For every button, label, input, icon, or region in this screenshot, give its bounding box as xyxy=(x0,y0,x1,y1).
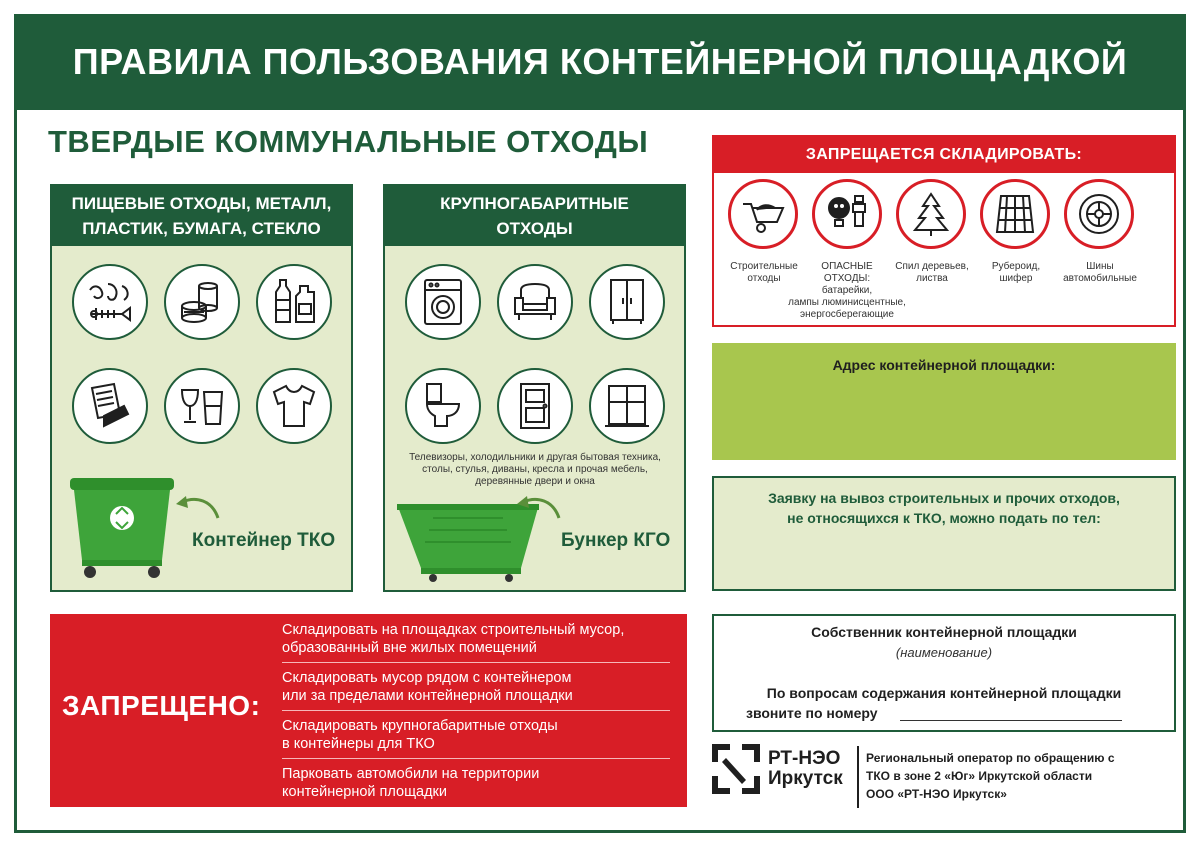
arrow-icon xyxy=(172,492,222,522)
tin-can-icon xyxy=(164,264,240,340)
washing-machine-icon xyxy=(405,264,481,340)
operator-line3: ООО «РТ-НЭО Иркутск» xyxy=(866,787,1007,801)
caption-line: шифер xyxy=(999,273,1033,284)
forbidden-item-2 xyxy=(282,669,670,705)
food-waste-icon xyxy=(72,264,148,340)
arrow-icon xyxy=(513,492,563,522)
forbidden-item-line: Складировать крупногабаритные отходы xyxy=(282,718,558,734)
divider xyxy=(282,710,670,711)
roofing-icon xyxy=(980,179,1050,249)
wheelbarrow-icon xyxy=(728,179,798,249)
forbidden-item-1 xyxy=(282,621,670,657)
address-label: Адрес контейнерной площадки: xyxy=(832,357,1056,373)
hazard-bulb-icon xyxy=(812,179,882,249)
glass-icon xyxy=(164,368,240,444)
request-line2: не относящихся к ТКО, можно подать по тел: xyxy=(787,510,1101,526)
tko-panel xyxy=(50,184,353,592)
wardrobe-icon xyxy=(589,264,665,340)
prohibited-storage-panel xyxy=(712,135,1176,327)
door-icon xyxy=(497,368,573,444)
forbidden-item-line: Складировать на площадках строительный мусор, xyxy=(282,622,625,638)
tire-icon xyxy=(1064,179,1134,249)
tko-heading xyxy=(52,186,351,246)
phone-blank-line xyxy=(900,720,1122,721)
operator-line1: Региональный оператор по обращению с xyxy=(866,751,1115,765)
forbidden-item-line: или за пределами контейнерной площадки xyxy=(282,688,573,704)
caption-line: ОПАСНЫЕ xyxy=(821,261,873,272)
logo-text xyxy=(768,749,843,789)
owner-title: Собственник контейнерной площадки xyxy=(811,624,1077,640)
forbidden-item-3 xyxy=(282,717,670,753)
header-bar xyxy=(14,14,1186,110)
kgo-heading xyxy=(385,186,684,246)
forbidden-item-line: контейнерной площадки xyxy=(282,784,447,800)
tko-container-image xyxy=(64,468,180,580)
paper-icon xyxy=(72,368,148,444)
company-logo xyxy=(712,744,843,794)
kgo-note-line1: Телевизоры, холодильники и другая бытовая техника, xyxy=(409,452,661,463)
kgo-panel xyxy=(383,184,686,592)
page-title: ПРАВИЛА ПОЛЬЗОВАНИЯ КОНТЕЙНЕРНОЙ ПЛОЩАДКОЙ xyxy=(72,41,1128,82)
owner-contact-line2: звоните по номеру xyxy=(746,705,878,721)
caption-line: Шины xyxy=(1086,261,1114,272)
tree-icon xyxy=(896,179,966,249)
prohibited-storage-heading: ЗАПРЕЩАЕТСЯ СКЛАДИРОВАТЬ: xyxy=(714,137,1174,173)
forbidden-item-line: Складировать мусор рядом с контейнером xyxy=(282,670,572,686)
clothing-icon xyxy=(256,368,332,444)
forbidden-item-line: образованный вне жилых помещений xyxy=(282,640,537,656)
divider xyxy=(282,758,670,759)
caption-line: Строительные xyxy=(730,261,798,272)
forbidden-item-4 xyxy=(282,765,670,801)
logo-line2: Иркутск xyxy=(768,768,843,789)
kgo-note-line2: столы, стулья, диваны, кресла и прочая мебель, xyxy=(422,464,648,475)
prohibited-caption-4 xyxy=(970,261,1062,285)
address-field xyxy=(712,343,1176,460)
caption-line: ОТХОДЫ: xyxy=(823,273,871,284)
divider xyxy=(282,662,670,663)
caption-line: энергосберегающие xyxy=(800,309,894,320)
window-icon xyxy=(589,368,665,444)
owner-panel xyxy=(712,614,1176,732)
tko-heading-line1: ПИЩЕВЫЕ ОТХОДЫ, МЕТАЛЛ, xyxy=(71,194,332,213)
kgo-container-label: Бункер КГО xyxy=(561,530,671,551)
caption-line: листва xyxy=(916,273,948,284)
tko-container-label: Контейнер ТКО xyxy=(192,530,336,551)
logo-line1: РТ-НЭО xyxy=(768,748,841,769)
kgo-note xyxy=(395,452,675,488)
caption-line: лампы люминисцентные, xyxy=(788,297,906,308)
section-title: ТВЕРДЫЕ КОММУНАЛЬНЫЕ ОТХОДЫ xyxy=(48,124,649,159)
request-line1: Заявку на вывоз строительных и прочих отходов, xyxy=(768,490,1120,506)
plastic-bottle-icon xyxy=(256,264,332,340)
prohibited-caption-5 xyxy=(1054,261,1146,285)
toilet-icon xyxy=(405,368,481,444)
caption-line: батарейки, xyxy=(821,285,873,296)
divider xyxy=(857,746,859,808)
caption-line: отходы xyxy=(747,273,781,284)
owner-subtitle: (наименование) xyxy=(895,645,993,660)
tko-heading-line2: ПЛАСТИК, БУМАГА, СТЕКЛО xyxy=(82,219,321,238)
operator-line2: ТКО в зоне 2 «Юг» Иркутской области xyxy=(866,769,1093,783)
request-panel xyxy=(712,476,1176,591)
kgo-heading-line1: КРУПНОГАБАРИТНЫЕ xyxy=(440,194,629,213)
forbidden-item-line: в контейнеры для ТКО xyxy=(282,736,435,752)
request-text xyxy=(714,488,1174,528)
prohibited-caption-3 xyxy=(886,261,978,285)
kgo-note-line3: деревянные двери и окна xyxy=(475,476,595,487)
forbidden-panel xyxy=(50,614,687,807)
caption-line: Рубероид, xyxy=(991,261,1041,272)
owner-contact-line1: По вопросам содержания контейнерной площадки xyxy=(766,685,1122,701)
caption-line: автомобильные xyxy=(1063,273,1137,284)
armchair-icon xyxy=(497,264,573,340)
kgo-heading-line2: ОТХОДЫ xyxy=(496,219,573,238)
logo-mark-icon xyxy=(712,744,760,794)
caption-line: Спил деревьев, xyxy=(895,261,969,272)
forbidden-title: ЗАПРЕЩЕНО: xyxy=(62,690,261,721)
forbidden-item-line: Парковать автомобили на территории xyxy=(282,766,540,782)
operator-info xyxy=(866,749,1176,803)
